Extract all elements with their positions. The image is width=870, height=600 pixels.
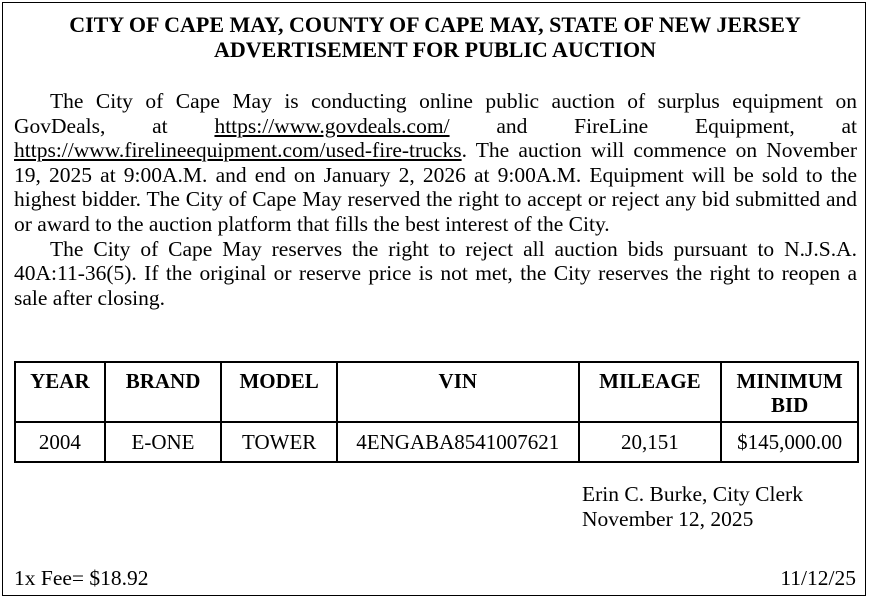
cell-brand: E-ONE bbox=[105, 422, 222, 462]
fee-text: 1x Fee= $18.92 bbox=[14, 566, 149, 590]
header-line-1: CITY OF CAPE MAY, COUNTY OF CAPE MAY, STATE OF NEW JERSEY bbox=[69, 12, 801, 37]
cell-vin: 4ENGABA8541007621 bbox=[337, 422, 579, 462]
col-header-mileage: MILEAGE bbox=[579, 362, 722, 422]
paragraph-1 bbox=[14, 89, 857, 237]
cell-minimum-bid: $145,000.00 bbox=[721, 422, 858, 462]
cell-model: TOWER bbox=[221, 422, 337, 462]
signature-block bbox=[582, 482, 803, 532]
paragraph-1-text-a: The City of Cape May is conducting online public auction of surplus equipment on GovDeals, at bbox=[14, 89, 857, 138]
notice-body bbox=[14, 89, 857, 310]
cell-year: 2004 bbox=[15, 422, 105, 462]
auction-table bbox=[14, 361, 859, 463]
col-header-model: MODEL bbox=[221, 362, 337, 422]
cell-mileage: 20,151 bbox=[579, 422, 722, 462]
notice-header bbox=[0, 12, 870, 62]
header-line-2: ADVERTISEMENT FOR PUBLIC AUCTION bbox=[214, 37, 656, 62]
table-header-row bbox=[15, 362, 858, 422]
table-row bbox=[15, 422, 858, 462]
col-header-vin: VIN bbox=[337, 362, 579, 422]
col-header-brand: BRAND bbox=[105, 362, 222, 422]
govdeals-link[interactable]: https://www.govdeals.com/ bbox=[214, 113, 450, 138]
col-header-year: YEAR bbox=[15, 362, 105, 422]
paragraph-1-text-c: . The auction will commence on November 19, 2025 at 9:00A.M. and end on January 2, 2026 at 9:00A.M. Equipment will be sold to the highest bidder. The City of Cape May reserved the right to accept or reject any bid submitted and or award to the auction platform that fills the best interest of the City. bbox=[14, 138, 857, 236]
signature-date: November 12, 2025 bbox=[582, 507, 754, 531]
fireline-link[interactable]: https://www.firelineequipment.com/used-fire-trucks bbox=[14, 138, 462, 163]
footer-date: 11/12/25 bbox=[780, 566, 856, 590]
col-header-minimum-bid: MINIMUM BID bbox=[721, 362, 858, 422]
paragraph-2: The City of Cape May reserves the right to reject all auction bids pursuant to N.J.S.A. 40A:11-36(5). If the original or reserve price is not met, the City reserves the right to reopen a sale after closing. bbox=[14, 236, 857, 310]
signature-name: Erin C. Burke, City Clerk bbox=[582, 482, 803, 506]
paragraph-1-text-b: and FireLine Equipment, at bbox=[449, 113, 858, 138]
